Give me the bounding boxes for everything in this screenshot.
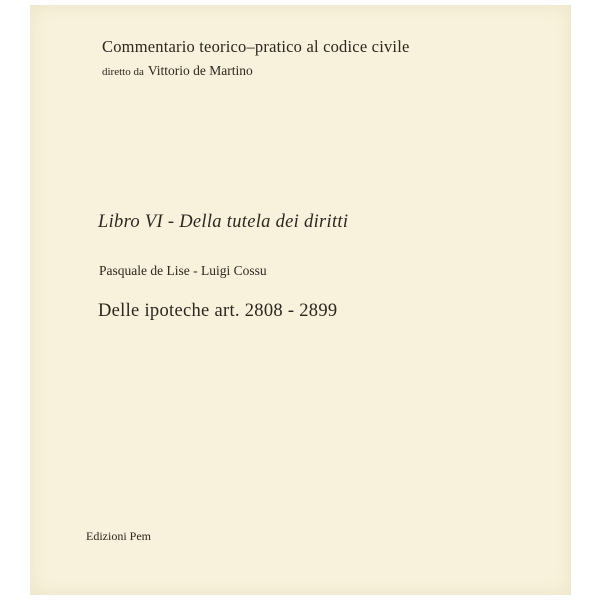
- authors: Pasquale de Lise - Luigi Cossu: [99, 263, 267, 278]
- series-title: Commentario teorico–pratico al codice civile: [102, 37, 410, 56]
- director-prefix: diretto da: [102, 66, 144, 78]
- director-name: Vittorio de Martino: [147, 63, 253, 78]
- book-title: Libro VI - Della tutela dei diritti: [98, 212, 349, 232]
- director-line: [102, 62, 253, 80]
- publisher: Edizioni Pem: [86, 529, 151, 543]
- title-page: [30, 5, 571, 595]
- work-title: Delle ipoteche art. 2808 - 2899: [98, 301, 338, 321]
